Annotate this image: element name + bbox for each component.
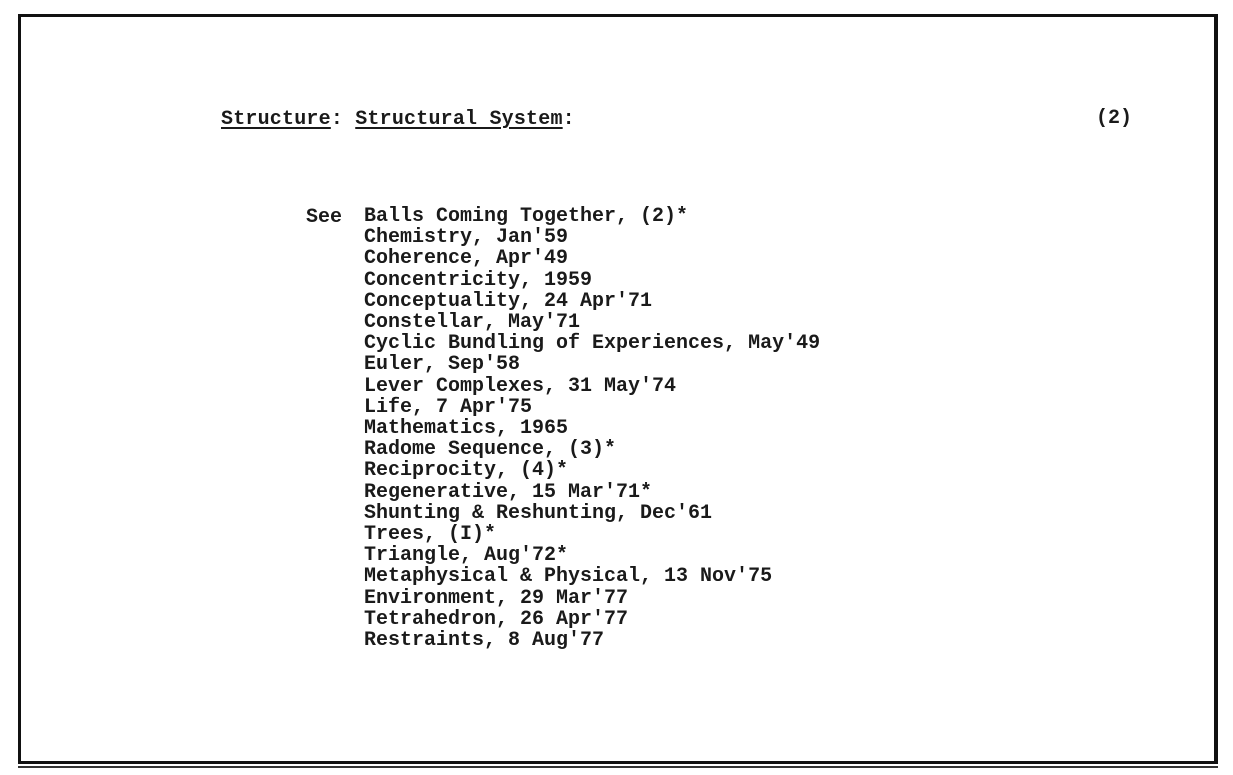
list-item: Regenerative, 15 Mar'71*: [364, 480, 653, 504]
list-item: Conceptuality, 24 Apr'71: [364, 289, 653, 313]
list-item: Reciprocity, (4)*: [364, 459, 569, 483]
cross-reference-list: [364, 206, 820, 651]
list-item: Coherence, Apr'49: [364, 247, 569, 271]
list-item: Concentricity, 1959: [364, 268, 593, 292]
list-item: Radome Sequence, (3)*: [364, 438, 617, 462]
heading-separator: :: [330, 108, 356, 131]
list-item: Trees, (I)*: [364, 523, 497, 547]
index-card: [18, 14, 1218, 764]
list-item: Shunting & Reshunting, Dec'61: [364, 501, 713, 525]
list-item: Constellar, May'71: [364, 311, 581, 335]
card-number: (2): [1096, 107, 1133, 130]
heading-term: Structure: [221, 108, 331, 131]
list-item: Life, 7 Apr'75: [364, 395, 533, 419]
list-item: Triangle, Aug'72*: [364, 544, 569, 568]
list-item: Euler, Sep'58: [364, 353, 521, 377]
list-item: Balls Coming Together, (2)*: [364, 205, 689, 228]
card-heading: [221, 108, 575, 131]
list-item: Mathematics, 1965: [364, 417, 569, 441]
bottom-divider: [18, 766, 1218, 768]
list-item: Tetrahedron, 26 Apr'77: [364, 607, 629, 631]
list-item: Lever Complexes, 31 May'74: [364, 374, 677, 398]
heading-subterm: Structural System: [355, 108, 563, 131]
list-item: Environment, 29 Mar'77: [364, 586, 629, 610]
list-item: Chemistry, Jan'59: [364, 226, 569, 250]
heading-colon: :: [562, 108, 575, 131]
see-label: See: [306, 206, 343, 229]
list-item: Restraints, 8 Aug'77: [364, 629, 605, 653]
list-item: Cyclic Bundling of Experiences, May'49: [364, 332, 821, 356]
list-item: Metaphysical & Physical, 13 Nov'75: [364, 565, 773, 589]
